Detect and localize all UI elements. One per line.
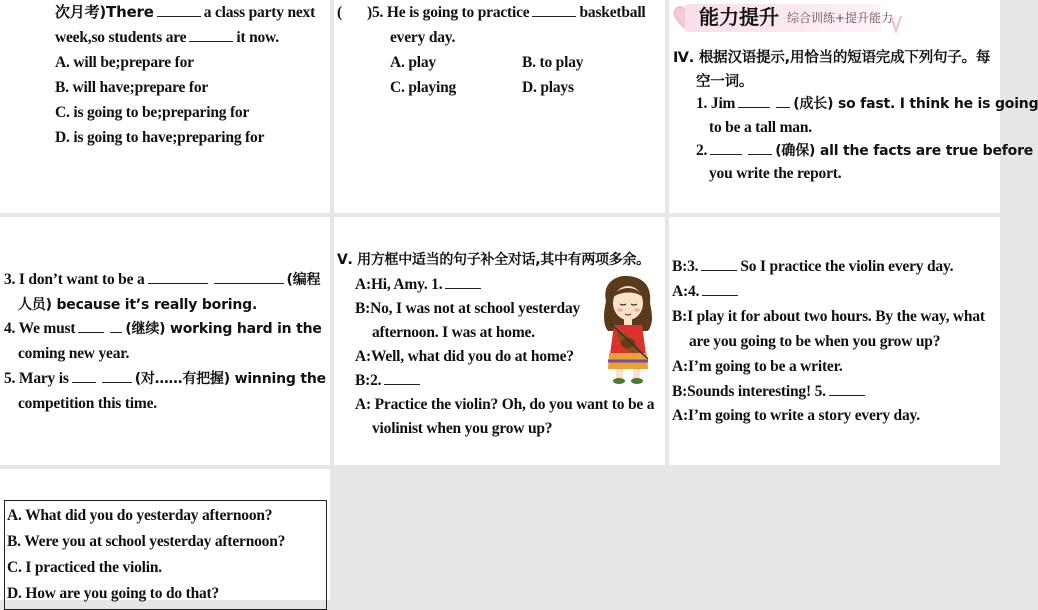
answer-paren[interactable]: ( bbox=[337, 4, 342, 21]
girl-violin-illustration bbox=[596, 273, 660, 385]
dialogue-text: B:2. bbox=[355, 372, 382, 389]
option-a[interactable]: A. What did you do yesterday afternoon? bbox=[7, 507, 273, 524]
dialogue-text: B:3. bbox=[672, 258, 699, 275]
panel-section-v-dialogue bbox=[334, 217, 665, 465]
option-b[interactable]: B. will have;prepare for bbox=[55, 79, 209, 96]
chevron-decoration-icon bbox=[889, 14, 903, 34]
answer-blank[interactable] bbox=[110, 318, 122, 333]
dialogue-line bbox=[672, 279, 741, 304]
answer-blank[interactable] bbox=[701, 256, 737, 271]
answer-blank[interactable] bbox=[148, 269, 208, 284]
section-title: Ⅳ. 根据汉语提示,用恰当的短语完成下列句子。每 bbox=[673, 50, 991, 66]
dialogue-line: are you going to be when you grow up? bbox=[689, 333, 941, 350]
question-line bbox=[4, 267, 320, 293]
answer-blank[interactable] bbox=[445, 274, 481, 289]
question-text: 次月考)There bbox=[55, 3, 154, 21]
panel-question-5 bbox=[334, 0, 665, 213]
option-c[interactable]: C. is going to be;preparing for bbox=[55, 104, 250, 121]
question-text: a class party next bbox=[203, 4, 316, 21]
question-text: (编程 bbox=[286, 272, 321, 288]
option-d[interactable]: D. How are you going to do that? bbox=[7, 585, 220, 602]
section-badge bbox=[669, 0, 1000, 46]
options-box bbox=[4, 500, 327, 610]
question-text: it now. bbox=[236, 29, 279, 46]
dialogue-line: A:I’m going to be a writer. bbox=[672, 358, 843, 375]
panel-section-iv bbox=[669, 0, 1038, 213]
answer-blank[interactable] bbox=[776, 93, 790, 108]
panel-question-4 bbox=[0, 0, 330, 213]
answer-blank[interactable] bbox=[102, 368, 132, 383]
question-text: (对……有把握) winning the bbox=[134, 371, 326, 387]
question-text: (确保) all the facts are true before bbox=[775, 143, 1034, 159]
dialogue-line: violinist when you grow up? bbox=[372, 420, 553, 437]
panel-questions-3-5 bbox=[0, 217, 330, 465]
option-d[interactable]: D. is going to have;preparing for bbox=[55, 129, 265, 146]
question-line: every day. bbox=[390, 29, 456, 46]
option-b[interactable]: B. to play bbox=[522, 54, 584, 71]
section-title: Ⅴ. 用方框中适当的句子补全对话,其中有两项多余。 bbox=[337, 252, 650, 268]
answer-blank[interactable] bbox=[384, 370, 420, 385]
dialogue-line bbox=[672, 379, 868, 404]
badge-title: 能力提升 bbox=[699, 5, 779, 29]
question-line: competition this time. bbox=[18, 395, 157, 412]
answer-blank[interactable] bbox=[157, 2, 201, 17]
dialogue-text: A:Hi, Amy. 1. bbox=[355, 276, 443, 293]
panel-options bbox=[0, 469, 330, 600]
question-line bbox=[55, 0, 315, 25]
question-line bbox=[18, 292, 257, 318]
question-text: week,so students are bbox=[55, 29, 187, 46]
empty-area bbox=[334, 469, 1000, 600]
dialogue-line bbox=[672, 254, 953, 279]
answer-blank[interactable] bbox=[748, 140, 772, 155]
answer-blank[interactable] bbox=[532, 2, 576, 17]
option-a[interactable]: A. play bbox=[390, 54, 436, 71]
section-title-cont: 空一词。 bbox=[696, 74, 754, 90]
question-line bbox=[4, 316, 322, 342]
dialogue-text: So I practice the violin every day. bbox=[740, 258, 954, 275]
answer-blank[interactable] bbox=[829, 381, 865, 396]
question-line bbox=[367, 0, 646, 25]
question-text: 4. We must bbox=[4, 320, 76, 337]
option-a[interactable]: A. will be;prepare for bbox=[55, 54, 194, 71]
dialogue-line: A:Well, what did you do at home? bbox=[355, 348, 574, 365]
question-line: coming new year. bbox=[18, 345, 130, 362]
option-c[interactable]: C. I practiced the violin. bbox=[7, 559, 162, 576]
answer-blank[interactable] bbox=[214, 269, 284, 284]
option-c[interactable]: C. playing bbox=[390, 79, 457, 96]
option-d[interactable]: D. plays bbox=[522, 79, 574, 96]
dialogue-text: B:Sounds interesting! 5. bbox=[672, 383, 826, 400]
question-text: (成长) so fast. I think he is going bbox=[793, 96, 1038, 112]
dialogue-line bbox=[355, 368, 423, 393]
question-text: 5. Mary is bbox=[4, 370, 69, 387]
question-text: basketball bbox=[579, 4, 646, 21]
question-text: 人员) because it’s really boring. bbox=[18, 297, 258, 313]
question-line bbox=[4, 366, 326, 392]
dialogue-line: A:I’m going to write a story every day. bbox=[672, 407, 920, 424]
question-line bbox=[696, 91, 1038, 117]
question-text: )5. He is going to practice bbox=[367, 4, 530, 21]
answer-blank[interactable] bbox=[710, 140, 742, 155]
dialogue-line: B:I play it for about two hours. By the way, what bbox=[672, 308, 985, 325]
answer-blank[interactable] bbox=[702, 281, 738, 296]
option-b[interactable]: B. Were you at school yesterday afternoon? bbox=[7, 533, 286, 550]
dialogue-line: B:No, I was not at school yesterday bbox=[355, 300, 581, 317]
question-line: you write the report. bbox=[709, 165, 842, 182]
answer-blank[interactable] bbox=[189, 27, 233, 42]
question-text: 1. Jim bbox=[696, 95, 736, 112]
dialogue-line: A: Practice the violin? Oh, do you want to be a bbox=[355, 396, 655, 413]
dialogue-line: afternoon. I was at home. bbox=[372, 324, 535, 341]
panel-dialogue-continued bbox=[669, 217, 1000, 465]
dialogue-text: A:4. bbox=[672, 283, 700, 300]
question-text: (继续) working hard in the bbox=[125, 321, 322, 337]
answer-blank[interactable] bbox=[78, 318, 104, 333]
question-line bbox=[55, 25, 279, 50]
answer-blank[interactable] bbox=[72, 368, 96, 383]
dialogue-line bbox=[355, 272, 484, 297]
question-text: 3. I don’t want to be a bbox=[4, 271, 145, 288]
question-line: to be a tall man. bbox=[709, 119, 812, 136]
answer-blank[interactable] bbox=[738, 93, 770, 108]
badge-subtitle: 综合训练+提升能力 bbox=[787, 11, 894, 25]
question-text: 2. bbox=[696, 142, 708, 159]
